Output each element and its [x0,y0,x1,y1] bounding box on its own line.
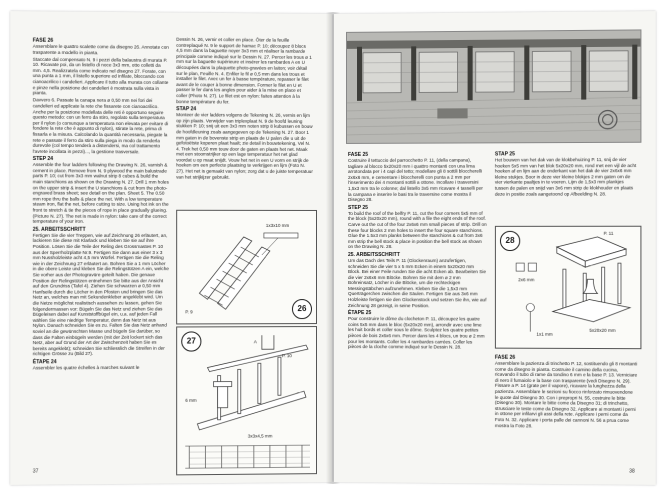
dimension-label: 6 mm [185,397,197,403]
paragraph: To build the roof of the belfry P. 11, cut the four corners 5x5 mm of the block (5x20x20 mm), round with a file the eight ends of the roof. Carve out the cut of the four 2x6x6 mm small pieces of strip. Drill on these four blocks 2 mm holes to insert the four square stanchions. Glue the 1.5x3 mm planks between the stanchions & cut from 3x6 mm strip the bell stock & place in position the bell stock as shown on the Drawing N. 28. [347,210,487,250]
part-label: P. 11 [603,230,614,236]
figure-27-balustrade [176,326,317,475]
paragraph: Het bouwen van het dak van de klokbehuizing P. 11, snij de vier hoeken 5x5 mm van het blok 5x20x20 mm, rond met een vijl de acht hoeken af en lijm aan de onderkant van het dak de vier 2x6x6 mm kleine stukjes. Boor in deze vier kleine blokjes 2 mm gaten om de vier vierkante paaltjes in te voeren. Lijm de 1,5x3 mm plankjes tussen de palen en snijd van 3x6 mm strip de klokhouder en plaats deze in positie zoals aangetoond op Afbeelding N. 28. [494,156,637,197]
paragraph: Um das Dach des Teils P. 11 (Glockenraum) anzufertigen, schneiden Sie die vier 5 x 5 mm Ecken in einem 5x20x20 mm Block. Bei einer Feile runden Sie die acht Ecken ab. Bearbeiten Sie die vier 2x6x6 mm Blöcke. Bohren Sie mit dem ø 2 mm Bohreinsatz, Löcher in die Blöcke, um die rechteckigen Messingstäbchen aufzunehmen. Kleben Sie die 1,5x3 mm Querträgerchen zwischen die Säulen. Fertigen Sie aus 3x6 mm Holzleiste fertigen sie den Glockenstock und setzen Sie ihn, wie auf Zeichnung 28 gezeigt, in seine Position. [347,257,487,308]
paragraph: Assemblare la pazienza di trinchetto P. 12, sostituendo gli 8 montanti come da disegno in pianta. Costruire il camino della cucina, ricavando il tubo di rame da tondino 6 mm e la base P. 13. Verniciare di nero il fumaiolo e la base con trasparente (vedi Disegno N. 29). Fissare a P. 14 (grate per il vapore), ricavare la lunghezza della pazienza. Assemblare le sezioni su fiocco rinforzato rimuovendone le quote dal Disegno 30. Con i prepropri N. 55, costruire le bitte (Disegno 30). Montare le bitte come da Disegno 31; di trinchetto, strusciare le teste come da Disegno 32. Applicare ai montanti i perni in ottone per infilarvi gli assi della rete. Applicare i perni come da Foto N. 32. Applicare i porta palle dei cannoni N. 56 a prua come mostra la Foto 28. [494,360,638,428]
right-column-1 [348,149,487,352]
page-number: 37 [32,468,39,475]
paragraph: Assemble the four ladders following the Drawing N. 26, varnish & cement in place. Remove from N. 9 plywood the main balustrade parts P. 10; cut from 3x3 mm walnut strip 8 cubes & build the main stanchions as shown on the Drawing N. 27. Drill 1 mm holes on the upper strip & insert the U stanchions & cut from the photo-engraved brass sheet; see detail on the plan. Sheet 5. The 0.50 mm rope thru the balls & place the net. With a low temperature steam iron, flat the net, before cutting to size. Using hot ink on the front to stretch & tie the pieces of rope in place gradually glueing. (Picture N. 27). The net is made in nylon: take care of the correct temperature of your iron. [32,162,169,224]
figure-28-belfry [495,226,642,349]
figure-26-ladder [176,210,317,325]
figure-number: 27 [181,331,201,351]
figure-number: 26 [292,299,312,319]
page-number: 38 [629,468,635,475]
figure-number: 28 [500,231,520,251]
paragraph: Monteer de vier ladders volgens de Tekening N. 26, vernis en lijm op zijn plaats. Verwijder van triplexplaat N. 9 de hoofd leuning stukken P. 10; snij uit een 3x3 mm noten strip 8 kubussen en bouw de hoofdleuning zoals aangegeven op de Tekening N. 27. Boor 1 mm gaten in de bovenste strip en plaats de U palen die u uit de gefotoëtste koperen plaat haalt; zie detail in bouwtekening, Vel N. 4. Trek het 0,50 mm touw door de gaten en plaats het net. Maak met een stoomstrijker op een lage temperatuur het net glad voordat u op maat snijdt. Vouw het net in een U vorm en strijk de hoeken om een perfecte plaatsing te verkrijgen en lijm (Foto N. 27). Het net is gemaakt van nylon; zorg dat u de juiste temperatuur van het strijkijzer gebruikt. [176,112,313,180]
paragraph: Assembler les quatre échelles à marches suivant le [32,364,140,371]
heading: ÉTAPE 24 [32,359,57,366]
right-column-2 [495,149,637,199]
paragraph: Assemblare le quattro scalette come da disegno 26. Annotate con trasparente a modello in pianta. [32,43,169,55]
heading: ÉTAPE 25 [347,310,372,317]
deck-photo [346,29,641,144]
heading: STAP 25 [494,151,515,158]
heading: STEP 24 [32,156,54,163]
heading: 25. ARBEITSSCHRITT [32,226,86,233]
part-label: A [253,339,257,345]
paragraph: Costruire il tettuccio del parrocchetto P. 11, (della campana), tagliare al blocco 5x20x20 mm i quattro montanti con una lima arrotondata per i 4 capi del tetto; modellare gli 8 sottili bloccherelli 2x6x6 mm, e cementare i bloccherelli con punta a 2 mm per l'inserimento dei 4 montanti sottili a ottone. Incollare i trasversini 1,5x3 mm tra le colonne; dal listello 3x5 mm ricavare 4 tasselli per la campana e inserire le basi tra le traversine come mostra il Disegno 28. [347,157,483,203]
dimension-label: 1x3x10 mm [265,222,290,228]
paragraph: Dessin N. 26, vernir et coller en place. Ôter de la feuille contreplaqué N. 9 le support de hamac P. 10; découpez 8 blocs 4,5 mm dans la baguette noyer 3x3 mm et réaliser la rambarde principale comme indiqué sur le Dessin N. 27. Percer les trous ø 1 mm sur la baguette supérieure et insérer les rambardes A en U découpées dans la plaquette photo-gravées en laiton; voir détail sur le plan, Feuille N. 4. Enfiler le fil ø 0,5 mm dans les trous et installer le filet. Avec un fer à basse température, repasser le filet avant de le couper à bonne dimension. Former le filet en U et passer le fer dans les angles pour aider à la mise en place et coller (Photo N. 27). Le filet est en nylon: faites attention à la bonne température du fer. [176,36,312,104]
left-page [10,11,332,485]
heading: FASE 25 [347,151,369,158]
paragraph: Pour construire le dôme du clocheton P. 11, découpez les quatre coins 5x5 mm dans le bloc (5x20x20 mm), arrondir avec une lime les huit bords et coller sous le dôme. Sculptez les quatre petites pièces de bois 2x6x6 mm. Percer dans les 4 blocs, un trou ø 2 mm pour les montants. Coller les 4 rambardes carrées. Coller les pièces de la cloche comme indiqué sur le Dessin N. 28. [347,316,485,350]
heading: FASE 26 [494,354,516,361]
heading: 25. ARBEITSSCHRITT [347,251,400,258]
part-label: P. 9 [185,309,193,315]
dimension-label: 1x1 mm [536,331,553,337]
paragraph: Davvero 6. Passate la canapa nera ø 0,50 mm nei fori dei candelieri ed applicate la rete che fissarete con cianoacrilico. Anche per la posizione modellata delle reti è opportuno seguire questo metodo: con un ferro da stiro, regolato sulla temperatura per il nylon (o comunque a temperatura non elevata per evitare di fondere la rete che è appunto di nylon), stirate la rete, prima di fissarla e la misura. Calcolando la quantità necessaria, piegate la rete e passate il ferro da stiro sulla piega in modo da renderla durevole (col tempo tenderà a distendersi, ma col trattamento l'avrete incollata in pezzi)..., la gestione trasversale. [32,97,169,154]
heading: FASE 26 [32,37,54,44]
left-column-1 [33,36,169,373]
heading: STAP 24 [176,106,197,113]
paragraph: Fertigen Sie die vier Treppen, wie auf Zeichnung 26 erläutert, an, lackieren Sie diese mit Klarlack und kleben Sie sie auf ihre Position. Lösen Sie die Teile der Reling des Grossmastes P. 10 aus der Sperrholzplatte Nr.9. Fertigen Sie dann aus einer 3 x 3 mm Nussholzleiste acht 4,5 mm Würfel. Fertigen Sie die Reling wie in der Zeichnung 27 erläutert an. Bohren Sie a 1 mm Löcher in die obere Leiste und kleben Sie die Relingstützen A ein, welche Sie vorher aus der Photogravüre geteilt haben. Die genaue Position der Relingstützen entnehmen Sie bitte aus der Ansicht auf den Grundriss (Tafel 4). Ziehen Sie schwarzen ø 0,50 mm Hanfseile durch die Löcher in den Pfosten und bringen Sie das Netz an, welches man mit Sekundenkleber angeklebt wird. Um die Netze möglichst realistisch aussehen zu lassen, gehen Sie folgendermassen vor: Bügeln Sie das Netz und ziehen Sie das Bügeleisen dabei auf Kunststoffbügel ein, u.a. auf jeden Fall wählen Sie eine niedrige Temperatur, denn das Netz ist aus Nylon. Danach schneiden Sie es zu. Falten Sie das Netz anhand soviel an die gewünschten Masse und bügeln Sie darüber, so dass die Falten einbügeln werden (mit der Zeit lockert sich das Netz, aber auf Grund der Art der Zwischenzeit haben Sie es bereits angeklebt); schneiden Sie schliesslich die Streifen in der richtigen Grösse zu (Bild 27). [32,232,169,357]
dimension-label: 5x20x20 mm [589,327,616,333]
dimension-label: 2x6 mm [518,277,535,283]
dimension-label: 3x3x4,5 mm [247,433,273,439]
deck-photo-illustration [347,30,640,143]
part-label: P. 10 [281,353,292,359]
heading: STEP 25 [347,204,368,211]
left-column-2 [176,37,313,182]
right-column-2b [495,353,637,431]
paragraph: Staccate dal compensato N. 9 i pezzi della balaustra di murata P. 10. Ricavate poi, da un listello di noce 3x3 mm, otto colletti da mm. 4,5. Realizzatela come indicato nel disegno 27. Forate, con una punta a 1 mm, il listello superiore ed infilate, bloccando con cianoacrilico i candelieri. Applicare il tutto alla murata con collante e pinze nella posizione dei candelieri è mostrata sulla vista in pianta. [32,56,169,96]
balustrade-drawing [177,327,316,474]
right-page [334,11,656,485]
